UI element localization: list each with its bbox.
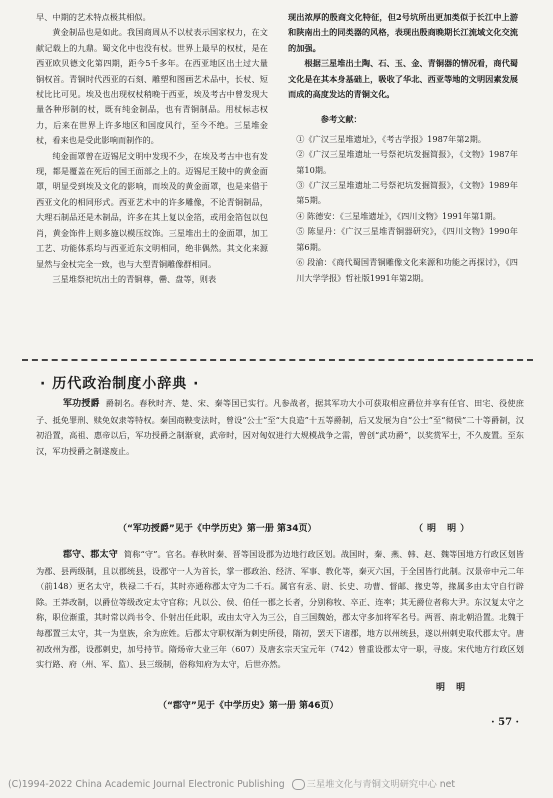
paragraph: 现出浓厚的殷商文化特征，但2号坑所出更加类似于长江中上游和陕南出土的同类器的风格，表现出殷商晚期长江流域文化交流的加强。 <box>288 12 518 53</box>
section-divider <box>22 359 533 361</box>
entry-body: 简称“守”。官名。春秋时秦、晋等国设郡为边地行政区划。战国时，秦、燕、韩、赵、魏等国地方行政区划皆为郡、县两级制，且以郡统县，设郡守一人为首长，掌一郡政治、经济、军事、教化等，秦灭六国，于全国皆行此制。汉景帝中元二年（前148）更名太守，秩禄二千石，其时亦通称郡太守为二千石。属官有丞、尉、长史、功曹、督邮、掾史等，掾属多由太守自行辟除。王莽改制，以爵位等级改定太守官称；凡以公、侯、伯任一郡之长者，分别称牧、卒正、连率；其无爵位者称大尹。东汉复太守之称，职位渐重，其时常以尚书令、仆射出任此职，或由太守入为三公，自三国魏始，郡太守多加将军名号。两晋、南北朝沿置。北魏于每郡置三太守，其一为皇族，余为庶姓。后郡太守职权渐为刺史所侵，隋初，罢天下诸郡，地方以州统县，遂以州刺史取代郡太守。唐初改州为郡，设郡刺史，加号持节。隋炀帝大业三年（607）及唐玄宗天宝元年（742）曾重设郡太守一职，寻废。宋代地方行政区划实行路、府（州、军、监）、县三级制，俗称知府为太守，后世亦然。 <box>36 549 524 670</box>
reference-item: ④ 陈德安：《三星堆遗址》，《四川文物》1991年第1期。 <box>296 210 501 221</box>
footer <box>0 776 553 790</box>
footer-tail: net <box>439 779 455 790</box>
left-column <box>36 10 268 287</box>
right-column <box>288 10 518 286</box>
reference-item: ⑤ 陈显丹：《广汉三星堆青铜器研究》，《四川文物》1990年第6期。 <box>296 226 518 252</box>
reference-item: ①《广汉三星堆遗址》，《考古学报》1987年第2期。 <box>296 133 486 144</box>
dictionary-entry <box>36 396 524 459</box>
references-title: 参考文献： <box>320 114 362 125</box>
paragraph: 根据三星堆出土陶、石、玉、金、青铜器的情况看，商代蜀文化是在其本身基础上，吸收了华北、西亚等地的文明因素发展而成的高度发达的青铜文化。 <box>288 58 518 100</box>
section-title: · 历代政治制度小辞典 · <box>40 376 200 392</box>
paragraph: 三星堆祭祀坑出土的青铜尊，罍、盘等，则表 <box>52 273 217 284</box>
entry-body: 爵制名。春秋时齐、楚、宋、秦等国已实行。凡参战者，据其军功大小可获取相应爵位并享有任官、田宅、役使庶子、抵免罪刑、赎免奴隶等特权。秦国商鞅变法时，曾设“公士”至“大良造”十五等爵制，后又发展为自“公士”至“彻侯”二十等爵制，汉初沿置，高祖、惠帝以后，军功授爵之制渐衰，武帝时，因对匈奴进行大规模战争之需，曾创“武功爵”，以奖赏军士，不久废置。至东汉，军功授爵之制遂废止。 <box>36 398 524 456</box>
reference-item: ⑥ 段渝：《商代蜀国青铜雕像文化来源和功能之再探讨》，《四川大学学报》哲社版1991年第2期。 <box>296 257 518 283</box>
reference-item: ③《广汉三星堆遗址二号祭祀坑发掘简报》，《文物》1989年第5期。 <box>296 180 518 206</box>
entry-headword: 军功授爵 <box>63 399 100 409</box>
page-number: · 57 · <box>491 717 519 728</box>
entry-source: （“郡守”见于《中学历史》第一册 第46页） <box>158 701 339 711</box>
entry-author: 明 明 <box>436 683 470 693</box>
wechat-icon <box>292 779 305 790</box>
paragraph: 纯金面罩曾在迈锡尼文明中发现不少，在埃及考古中也有发现，都是覆盖在死后的国王面部之上的。迈锡尼王陵中的黄金面罩，明显受到埃及文化的影响，而埃及的黄金面罩，也是来借于西亚文化的相同形式。西亚艺术中的许多雕像，不论青铜制品，大理石制品还是木制品，许多在其上复以金箔，或用金箔包以包肖，黄金饰件上则多施以模压纹饰。三星堆出土的金面罩，加工工艺、功能体系均与西亚近东文明相同，绝非偶然。其文化来源显然与金杖完全一致，也与大型青铜雕像群相同。 <box>36 150 268 269</box>
watermark: 三星堆文化与青铜文明研究中心 <box>292 779 437 790</box>
footer-copyright: (C)1994-2022 China Academic Journal Electronic Publishing <box>8 779 285 790</box>
dictionary-entry <box>36 547 524 673</box>
reference-item: ②《广汉三星堆遗址一号祭祀坑发掘简报》，《文物》1987年第10期。 <box>296 149 518 175</box>
paragraph: 早、中期的艺术特点极其相似。 <box>36 12 151 22</box>
entry-author: （明 明） <box>414 524 474 534</box>
paragraph: 黄金制品也是如此。我国商周从不以杖表示国家权力，在文献记载上的九鼎。蜀文化中也没有杖。世界上最早的权杖，是在西亚欧贝德文化第四期，距今5千多年。在西亚地区出土过大量铜权首。青铜时代西亚的石刻、雕塑和图画艺术品中，长杖、短杖比比可见。埃及也出现权杖稍晚于西亚，埃及考古中曾发现大量各种形制的杖，既有纯金制品，也有青铜制品。用杖标志权力，后来在世界上许多地区和国度风行，至今不绝。三星堆金杖，看来也是受此影响而制作的。 <box>36 27 268 146</box>
entry-headword: 郡守、郡太守 <box>63 550 118 560</box>
entry-source: （“军功授爵”见于《中学历史》第一册 第34页） <box>118 524 317 534</box>
